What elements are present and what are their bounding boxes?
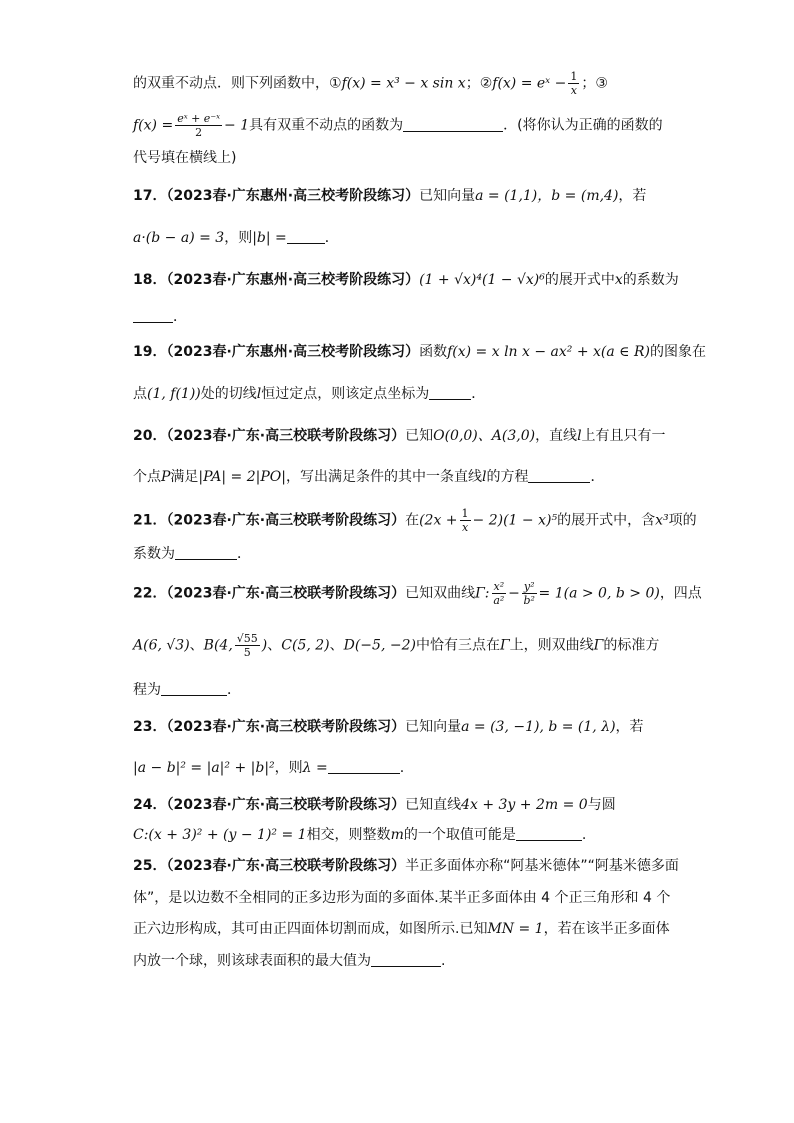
fraction [175, 112, 222, 139]
math: l [256, 386, 262, 402]
math: C:(x + 3)² + (y − 1)² = 1 [133, 827, 307, 843]
fraction [235, 632, 260, 659]
text: 已知 [405, 428, 434, 444]
math: = 1(a > 0, b > 0) [538, 585, 660, 602]
q22-line-3 [133, 679, 241, 701]
fraction [492, 580, 507, 607]
numerator: √55 [236, 632, 258, 645]
q23-line-1 [133, 716, 644, 738]
math: l [481, 469, 487, 485]
text: ；② [465, 75, 493, 92]
function-2: f(x) = eˣ − [492, 75, 567, 92]
point-d: D(−5, −2) [343, 637, 416, 654]
q16-line-3 [133, 147, 236, 169]
text: ，则 [224, 230, 253, 246]
answer-blank[interactable] [133, 308, 173, 323]
text: 已知向量 [419, 188, 476, 204]
answer-blank[interactable] [175, 545, 237, 560]
numerator: 1 [570, 70, 578, 83]
text: ，则 [274, 760, 303, 776]
answer-blank[interactable] [328, 759, 400, 774]
text: 、 [189, 637, 204, 654]
math: MN = 1 [487, 921, 544, 937]
question-number: 19． [133, 344, 167, 360]
text: 恒过定点，则该定点坐标为 [261, 386, 430, 402]
q22-line-1: 22．（2023春·广东·高三校联考阶段练习）已知双曲线Γ: $\frac{\text{x²}}{\text{a²}}$ − $\frac{\text{y²}}{\text{b²}}$ = 1(a > 0, b > 0)，四点 [133, 580, 702, 607]
text: ． [173, 309, 187, 325]
math: Γ [499, 637, 510, 654]
question-source: （2023春·广东惠州·高三校考阶段练习） [166, 188, 420, 204]
function-3-tail: − 1 [224, 117, 250, 134]
text: 的双重不动点．则下列函数中，① [133, 75, 342, 92]
text: ，若在该半正多面体 [543, 921, 670, 937]
text: 具有双重不动点的函数为 [249, 117, 404, 134]
text: ，若 [615, 719, 644, 735]
point-b: B(4, [203, 637, 233, 654]
text: 代号填在横线上) [133, 150, 237, 166]
text: 上，则双曲线 [509, 637, 594, 654]
math: |b| = [252, 230, 287, 246]
math: f(x) = x ln x − ax² + x(a ∈ R) [447, 344, 650, 360]
math: (1, f(1)) [147, 386, 201, 402]
point-b-close: ) [261, 637, 268, 654]
denominator: a² [493, 594, 505, 607]
text: ． [237, 546, 251, 562]
text: 点 [133, 386, 147, 402]
q20-line-1 [133, 425, 666, 447]
text: 已知直线 [405, 797, 462, 813]
q23-line-2 [133, 757, 404, 779]
denominator: x [570, 84, 577, 97]
text: 函数 [419, 344, 448, 360]
text: 的展开式中，含 [557, 512, 656, 529]
q18-line-1 [133, 269, 679, 291]
text: 已知向量 [405, 719, 462, 735]
text: ，写出满足条件的其中一条直线 [285, 469, 482, 485]
q25-line-1 [133, 855, 679, 877]
q25-line-2 [133, 887, 670, 909]
text: 的一个取值可能是 [403, 827, 516, 843]
text: 的系数为 [622, 272, 679, 288]
text: 项的 [668, 512, 697, 529]
q19-line-2 [133, 383, 485, 405]
text: 半正多面体亦称“阿基米德体”“阿基米德多面 [405, 858, 679, 874]
text: . [399, 760, 405, 776]
q17-line-1 [133, 185, 646, 207]
q20-line-2 [133, 466, 604, 488]
question-number: 20． [133, 428, 167, 444]
text: 上有且只有一 [581, 428, 666, 444]
text: 程为 [133, 682, 161, 698]
point-a: A(6, √3) [133, 637, 190, 654]
q18-line-2 [133, 306, 187, 328]
q24-line-2 [133, 824, 586, 846]
answer-blank[interactable] [287, 229, 325, 244]
text: 系数为 [133, 546, 175, 562]
question-number: 22． [133, 585, 167, 602]
math: m [390, 827, 404, 843]
text: ，四点 [659, 585, 702, 602]
question-source: （2023春·广东·高三校联考阶段练习） [166, 585, 406, 602]
text: 、 [329, 637, 344, 654]
text: 的图象在 [650, 344, 706, 360]
answer-blank[interactable] [161, 681, 227, 696]
function-1: f(x) = x³ − x sin x [341, 75, 466, 92]
q25-line-3 [133, 918, 670, 940]
q16-line-2 [133, 112, 663, 139]
numerator: x² [493, 580, 505, 593]
text: ；③ [581, 75, 608, 92]
text: 已知双曲线 [405, 585, 476, 602]
math: a·(b − a) = 3 [133, 230, 225, 246]
fraction [460, 507, 471, 534]
q19-line-1 [133, 341, 706, 363]
text: 体”，是以边数不全相同的正多边形为面的多面体.某半正多面体由 4 个正三角形和 4 个 [133, 890, 671, 906]
text: ． [471, 386, 486, 402]
text: 相交，则整数 [306, 827, 391, 843]
answer-blank[interactable] [516, 826, 582, 841]
numerator: 1 [461, 507, 469, 520]
text: 内放一个球，则该球表面积的最大值为 [133, 953, 371, 969]
math: l [577, 428, 582, 444]
answer-blank[interactable] [403, 117, 503, 132]
numerator: y² [523, 580, 535, 593]
fraction [568, 70, 579, 97]
text: 的标准方 [603, 637, 660, 654]
question-source: （2023春·广东·高三校联考阶段练习） [166, 512, 406, 529]
question-number: 24． [133, 797, 167, 813]
text: 与圆 [587, 797, 616, 813]
denominator: 5 [243, 646, 251, 659]
text: . [441, 953, 446, 969]
text: 正六边形构成，其可由正四面体切割而成，如图所示.已知 [133, 921, 488, 937]
question-number: 17． [133, 188, 167, 204]
text: 中恰有三点在 [415, 637, 500, 654]
denominator: 2 [195, 126, 203, 139]
question-source: （2023春·广东·高三校联考阶段练习） [166, 858, 406, 874]
math: a = (3, −1), b = (1, λ) [461, 719, 616, 735]
question-number: 18． [133, 272, 167, 288]
text: 的方程 [486, 469, 529, 485]
math: − 2)(1 − x)⁵ [472, 512, 558, 529]
text: 个点 [133, 469, 161, 485]
numerator: eˣ + e⁻ˣ [177, 112, 221, 125]
math: Γ: [475, 585, 490, 602]
q21-line-1 [133, 507, 697, 534]
text: 的展开式中 [544, 272, 615, 288]
answer-blank[interactable] [429, 385, 471, 400]
question-source: （2023春·广东惠州·高三校考阶段练习） [166, 272, 420, 288]
math: P [161, 469, 171, 485]
q22-line-2 [133, 632, 659, 659]
text: ． [590, 469, 605, 485]
question-source: （2023春·广东·高三校联考阶段练习） [166, 797, 406, 813]
math: (2x + [419, 512, 458, 529]
math: O(0,0)、A(3,0) [433, 428, 536, 444]
math: x³ [655, 512, 669, 529]
question-source: （2023春·广东·高三校联考阶段练习） [166, 428, 406, 444]
fraction [522, 580, 537, 607]
text: ，直线 [535, 428, 578, 444]
text: 、 [267, 637, 282, 654]
math: (1 + √x)⁴(1 − √x)⁶ [419, 272, 545, 288]
math: Γ [593, 637, 604, 654]
point-c: C(5, 2) [281, 637, 330, 654]
text: ． [227, 682, 241, 698]
answer-blank[interactable] [371, 952, 441, 967]
math: a = (1,1)， [475, 188, 552, 204]
math: λ = [302, 760, 328, 776]
text: ，若 [618, 188, 647, 204]
q25-line-4 [133, 950, 445, 972]
denominator: b² [523, 594, 535, 607]
denominator: x [461, 521, 469, 534]
math: 4x + 3y + 2m = 0 [461, 797, 588, 813]
text: ．(将你认为正确的函数的 [503, 117, 663, 134]
text: 满足 [170, 469, 199, 485]
question-source: （2023春·广东惠州·高三校考阶段练习） [166, 344, 420, 360]
text: ． [324, 230, 339, 246]
q16-line-1 [133, 70, 608, 97]
question-number: 21． [133, 512, 167, 529]
math: x [614, 272, 623, 288]
math: b = (m,4) [551, 188, 619, 204]
question-source: （2023春·广东·高三校联考阶段练习） [166, 719, 406, 735]
text: 处的切线 [200, 386, 257, 402]
question-number: 25． [133, 858, 167, 874]
answer-blank[interactable] [528, 468, 590, 483]
function-3: f(x) = [133, 117, 174, 134]
q17-line-2 [133, 227, 339, 249]
q21-line-2 [133, 543, 251, 565]
text: 在 [405, 512, 420, 529]
math: |a − b|² = |a|² + |b|² [133, 760, 275, 776]
q24-line-1 [133, 794, 616, 816]
text: . [581, 827, 587, 843]
question-number: 23． [133, 719, 167, 735]
math: |PA| = 2|PO| [198, 469, 286, 485]
